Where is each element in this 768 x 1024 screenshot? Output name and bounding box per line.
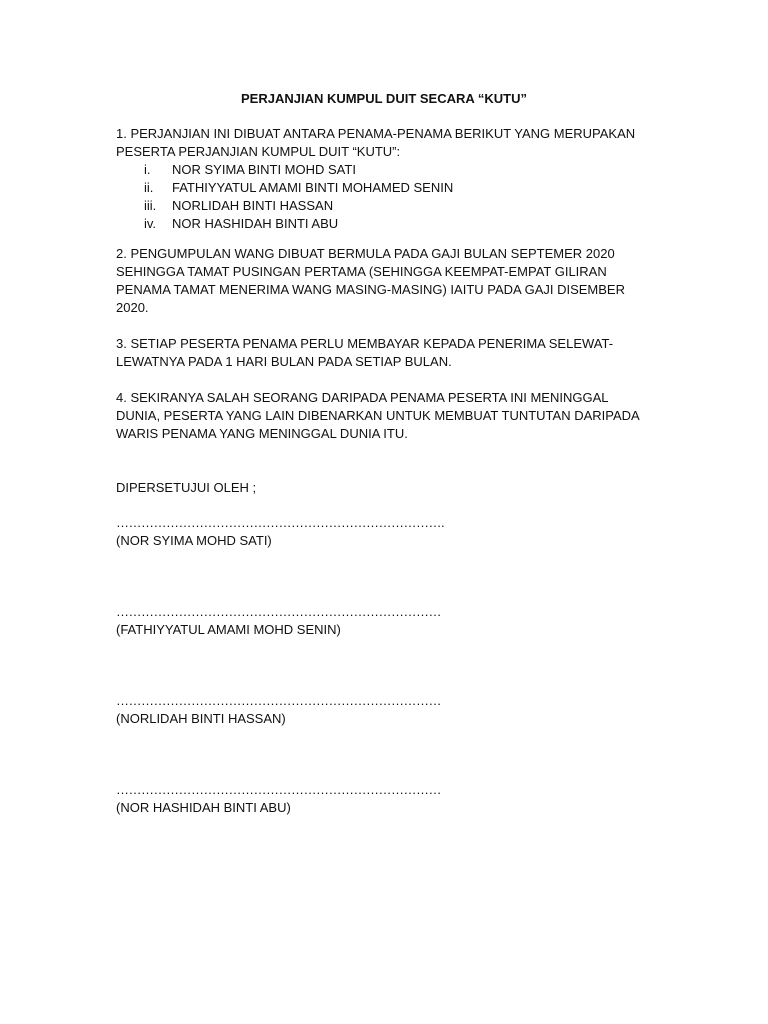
clause-3-line: LEWATNYA PADA 1 HARI BULAN PADA SETIAP BULAN. bbox=[116, 354, 452, 369]
list-number: ii. bbox=[144, 180, 154, 195]
signature-block bbox=[116, 603, 656, 639]
member-name: FATHIYYATUL AMAMI BINTI MOHAMED SENIN bbox=[172, 180, 454, 195]
signature-line: ……………………………………………………………………. bbox=[116, 515, 445, 530]
signature-block bbox=[116, 692, 656, 728]
signature-line: …………………………………………………………………… bbox=[116, 693, 441, 708]
clause-2-line: 2. PENGUMPULAN WANG DIBUAT BERMULA PADA GAJI BULAN SEPTEMER 2020 bbox=[116, 246, 615, 261]
list-item bbox=[116, 215, 656, 233]
signatory-name: (NORLIDAH BINTI HASSAN) bbox=[116, 711, 286, 726]
list-number: iii. bbox=[144, 198, 157, 213]
signature-block bbox=[116, 781, 656, 817]
member-list bbox=[116, 161, 656, 233]
agreed-by bbox=[116, 479, 656, 497]
agreed-by-label: DIPERSETUJUI OLEH ; bbox=[116, 480, 257, 495]
clause-4 bbox=[116, 389, 656, 443]
list-number: i. bbox=[144, 162, 151, 177]
list-item bbox=[116, 179, 656, 197]
clause-4-line: WARIS PENAMA YANG MENINGGAL DUNIA ITU. bbox=[116, 426, 408, 441]
list-item bbox=[116, 197, 656, 215]
member-name: NORLIDAH BINTI HASSAN bbox=[172, 198, 334, 213]
signatory-name: (FATHIYYATUL AMAMI MOHD SENIN) bbox=[116, 622, 341, 637]
clause-2-line: SEHINGGA TAMAT PUSINGAN PERTAMA (SEHINGGA KEEMPAT-EMPAT GILIRAN bbox=[116, 264, 607, 279]
clause-3 bbox=[116, 335, 656, 371]
clause-1-line: 1. PERJANJIAN INI DIBUAT ANTARA PENAMA-PENAMA BERIKUT YANG MERUPAKAN bbox=[116, 126, 636, 141]
signature-line: …………………………………………………………………… bbox=[116, 782, 441, 797]
signatory-name: (NOR SYIMA MOHD SATI) bbox=[116, 533, 272, 548]
clause-1 bbox=[116, 125, 656, 233]
clause-4-line: DUNIA, PESERTA YANG LAIN DIBENARKAN UNTUK MEMBUAT TUNTUTAN DARIPADA bbox=[116, 408, 640, 423]
list-number: iv. bbox=[144, 216, 157, 231]
member-name: NOR HASHIDAH BINTI ABU bbox=[172, 216, 339, 231]
clause-4-line: 4. SEKIRANYA SALAH SEORANG DARIPADA PENAMA PESERTA INI MENINGGAL bbox=[116, 390, 609, 405]
clause-2-line: 2020. bbox=[116, 300, 149, 315]
signature-block bbox=[116, 514, 656, 550]
signature-line: …………………………………………………………………… bbox=[116, 604, 441, 619]
signatory-name: (NOR HASHIDAH BINTI ABU) bbox=[116, 800, 291, 815]
clause-3-line: 3. SETIAP PESERTA PENAMA PERLU MEMBAYAR KEPADA PENERIMA SELEWAT- bbox=[116, 336, 614, 351]
member-name: NOR SYIMA BINTI MOHD SATI bbox=[172, 162, 356, 177]
clause-2-line: PENAMA TAMAT MENERIMA WANG MASING-MASING) IAITU PADA GAJI DISEMBER bbox=[116, 282, 625, 297]
clause-2 bbox=[116, 245, 656, 317]
list-item bbox=[116, 161, 656, 179]
clause-1-line: PESERTA PERJANJIAN KUMPUL DUIT “KUTU”: bbox=[116, 144, 401, 159]
document-title: PERJANJIAN KUMPUL DUIT SECARA “KUTU” bbox=[240, 91, 528, 106]
